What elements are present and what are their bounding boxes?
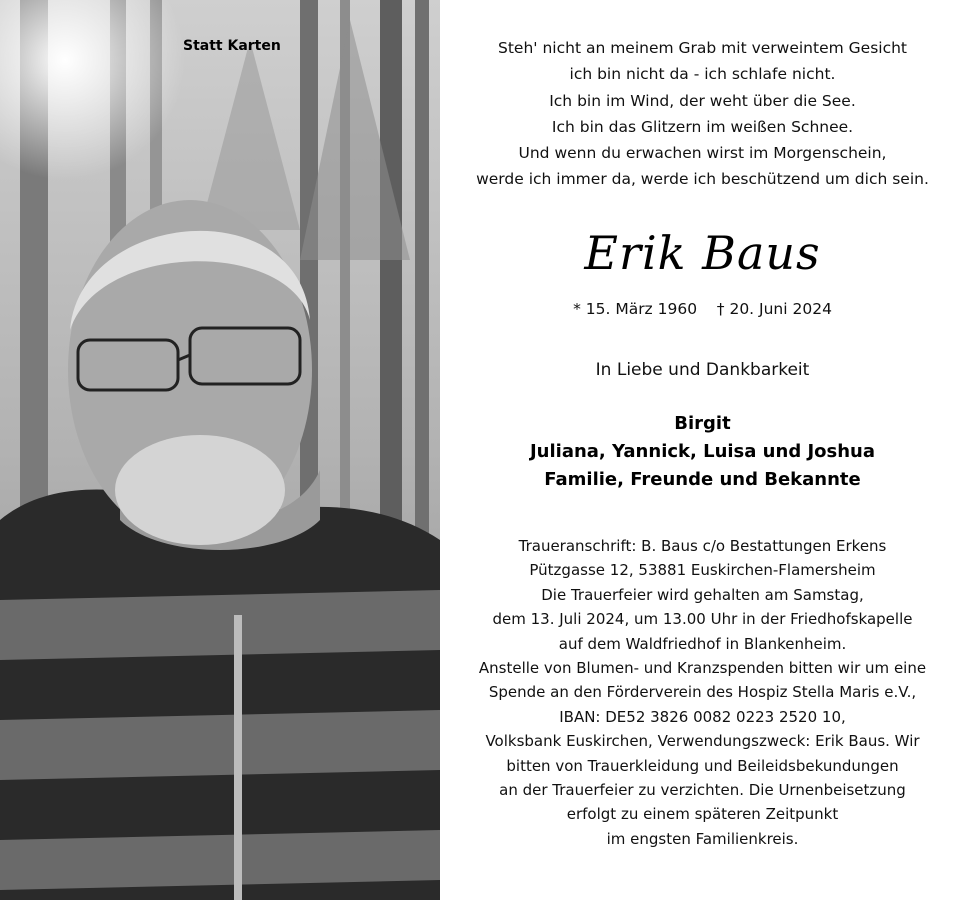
obituary-text [440,0,965,900]
info-line: Die Trauerfeier wird gehalten am Samstag, [541,585,864,604]
info-line: Spende an den Förderverein des Hospiz Stella Maris e.V., [488,683,917,702]
statt-karten-label: Statt Karten [183,38,281,54]
info-line: bitten von Trauerkleidung und Beileidsbekundungen [506,756,899,775]
poem-line: Und wenn du erwachen wirst im Morgenschein, [518,144,887,163]
poem-line: Ich bin im Wind, der weht über die See. [549,91,856,110]
info-line: auf dem Waldfriedhof in Blankenheim. [558,634,847,653]
poem-line: ich bin nicht da - ich schlafe nicht. [569,65,836,84]
poem-line: werde ich immer da, werde ich beschützend um dich sein. [476,170,929,189]
poem-line: Ich bin das Glitzern im weißen Schnee. [551,117,854,136]
life-dates: * 15. März 1960 † 20. Juni 2024 [573,300,832,318]
mourner-line: Familie, Freunde und Bekannte [544,469,861,490]
mourner-line: Birgit [674,413,731,434]
info-line: erfolgt zu einem späteren Zeitpunkt [566,805,839,824]
info-line: Volksbank Euskirchen, Verwendungszweck: Erik Baus. Wir [485,732,920,751]
portrait-photo [0,0,440,900]
poem-line: Steh' nicht an meinem Grab mit verweintem Gesicht [498,39,907,57]
portrait-illustration [0,0,440,900]
info-line: im engsten Familienkreis. [606,829,799,848]
info-line: Traueranschrift: B. Baus c/o Bestattungen Erkens [518,537,887,555]
poem [440,35,965,193]
mourner-line: Juliana, Yannick, Luisa und Joshua [529,441,876,462]
info-line: dem 13. Juli 2024, um 13.00 Uhr in der Friedhofskapelle [492,610,913,629]
funeral-info [440,534,965,851]
deceased-name: Erik Baus [584,226,821,280]
info-line: Anstelle von Blumen- und Kranzspenden bitten wir um eine [478,659,927,678]
mourners-list [440,410,965,494]
info-line: IBAN: DE52 3826 0082 0223 2520 10, [559,707,846,726]
dedication: In Liebe und Dankbarkeit [595,360,810,380]
info-line: an der Trauerfeier zu verzichten. Die Urnenbeisetzung [499,781,906,800]
info-line: Pützgasse 12, 53881 Euskirchen-Flamersheim [529,561,876,580]
